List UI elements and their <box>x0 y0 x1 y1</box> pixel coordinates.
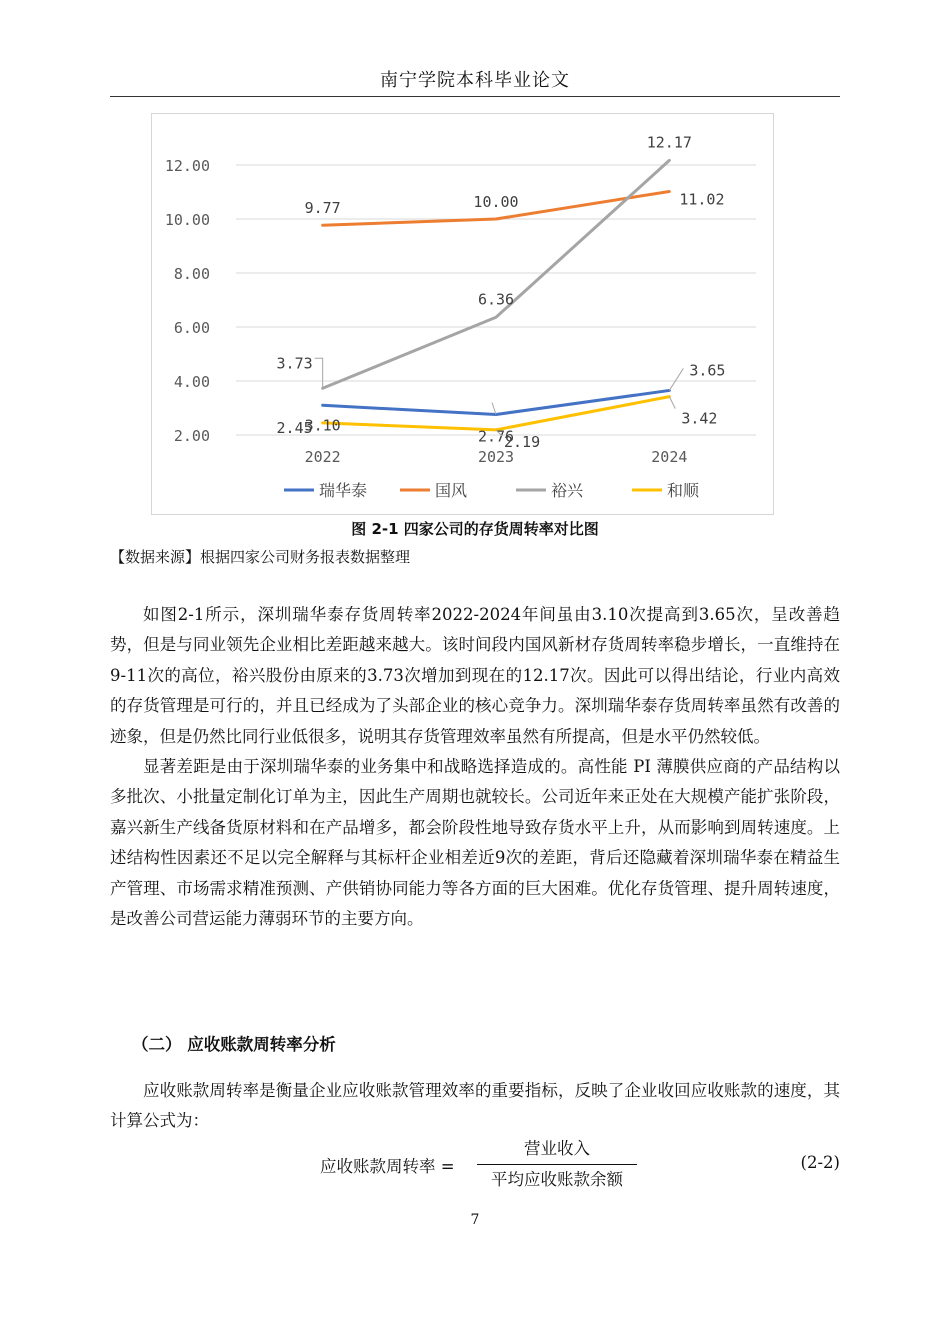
leader-line-0-2 <box>669 368 683 390</box>
leader-line-0-1 <box>492 402 496 414</box>
formula-2-2 <box>320 1137 840 1193</box>
page-header: 南宁学院本科毕业论文 <box>380 70 570 91</box>
paragraph-3: 应收账款周转率是衡量企业应收账款管理效率的重要指标，反映了企业收回应收账款的速度，其计算公式为： <box>110 1081 840 1131</box>
series-line-0 <box>323 390 670 414</box>
y-tick-label-5: 12.00 <box>164 157 210 175</box>
data-label-1-0: 9.77 <box>304 199 341 218</box>
data-label-3-0: 2.45 <box>276 418 313 437</box>
y-tick-label-3: 8.00 <box>173 265 210 283</box>
y-tick-label-2: 6.00 <box>173 319 210 337</box>
leader-line-3-2 <box>669 397 675 409</box>
data-label-2-0: 3.73 <box>276 354 313 373</box>
chart-svg <box>152 114 773 514</box>
section-heading: （二） 应收账款周转率分析 <box>132 1035 336 1054</box>
data-label-3-2: 3.42 <box>681 409 718 428</box>
legend-label-3: 和顺 <box>667 481 700 500</box>
data-label-2-2: 12.17 <box>646 133 692 152</box>
figure-caption: 图 2-1 四家公司的存货周转率对比图 <box>351 520 599 538</box>
data-label-2-1: 6.36 <box>477 290 515 309</box>
y-tick-label-4: 10.00 <box>164 211 210 229</box>
data-label-0-2: 3.65 <box>689 361 726 380</box>
data-label-3-1: 2.19 <box>504 432 541 451</box>
formula-lhs: 应收账款周转率 = <box>320 1157 455 1176</box>
y-tick-label-0: 2.00 <box>173 427 210 445</box>
formula-fraction <box>477 1137 637 1192</box>
fraction-bar <box>477 1164 637 1165</box>
legend-label-0: 瑞华泰 <box>319 481 368 500</box>
formula-denominator: 平均应收账款余额 <box>491 1170 623 1189</box>
x-tick-label-2022: 2022 <box>304 448 341 466</box>
inventory-turnover-chart <box>151 113 774 515</box>
data-label-0-1: 2.76 <box>477 427 515 446</box>
leader-line-2-0 <box>315 358 323 388</box>
equation-number: (2-2) <box>800 1153 840 1172</box>
data-source-note: 【数据来源】根据四家公司财务报表数据整理 <box>110 548 411 566</box>
header-rule <box>110 96 840 97</box>
x-tick-label-2023: 2023 <box>477 448 515 466</box>
legend-label-2: 裕兴 <box>551 481 584 500</box>
legend-label-1: 国风 <box>435 481 468 500</box>
formula-numerator: 营业收入 <box>524 1139 590 1158</box>
data-label-0-0: 3.10 <box>304 416 341 435</box>
y-tick-label-1: 4.00 <box>173 373 210 391</box>
data-label-1-2: 11.02 <box>679 190 725 209</box>
paragraph-1: 如图2-1所示，深圳瑞华泰存货周转率2022-2024年间虽由3.10次提高到3.65次，呈改善趋势，但是与同业领先企业相比差距越来越大。该时间段内国风新材存货周转率稳步增长，一直维持在9-11次的高位，裕兴股份由原来的3.73次增加到现在的12.17次。因此可以得出结论，行业内高效的存货管理是可行的，并且已经成为了头部企业的核心竞争力。深圳瑞华泰存货周转率虽然有改善的迹象，但是仍然比同行业低很多，说明其存货管理效率虽然有所提高，但是水平仍然较低。 <box>110 605 840 746</box>
section-body <box>110 1076 840 1137</box>
data-label-1-1: 10.00 <box>473 193 519 211</box>
page-number: 7 <box>470 1212 480 1228</box>
body-text <box>110 600 840 934</box>
x-tick-label-2024: 2024 <box>651 448 688 466</box>
paragraph-2: 显著差距是由于深圳瑞华泰的业务集中和战略选择造成的。高性能 PI 薄膜供应商的产品结构以多批次、小批量定制化订单为主，因此生产周期也就较长。公司近年来正处在大规模产能扩张阶段，嘉兴新生产线备货原材料和在产品增多，都会阶段性地导致存货水平上升，从而影响到周转速度。上述结构性因素还不足以完全解释与其标杆企业相差近9次的差距，背后还隐藏着深圳瑞华泰在精益生产管理、市场需求精准预测、产供销协同能力等各方面的巨大困难。优化存货管理、提升周转速度，是改善公司营运能力薄弱环节的主要方向。 <box>110 757 840 929</box>
